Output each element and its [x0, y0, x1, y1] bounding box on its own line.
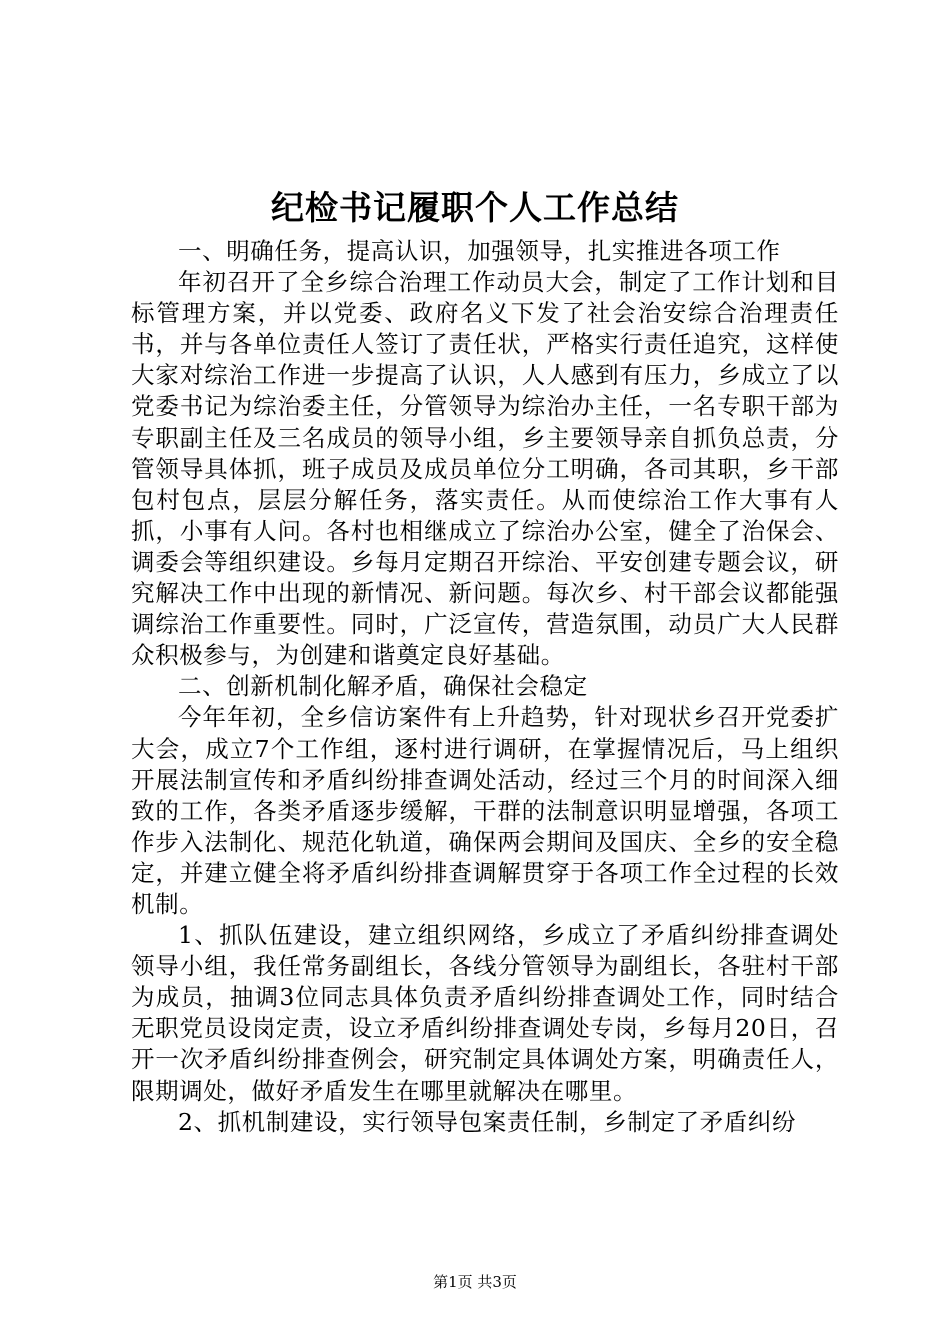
- body-paragraph-2: 今年年初，全乡信访案件有上升趋势，针对现状乡召开党委扩大会，成立7个工作组，逐村进行调研，在掌握情况后，马上组织开展法制宣传和矛盾纠纷排查调处活动，经过三个月的时间深入细致的工作，各类矛盾逐步缓解，干群的法制意识明显增强，各项工作步入法制化、规范化轨道，确保两会期间及国庆、全乡的安全稳定，并建立健全将矛盾纠纷排查调解贯穿于各项工作全过程的长效机制。: [131, 703, 839, 918]
- document-body: [131, 236, 839, 1138]
- body-paragraph-3: 1、抓队伍建设，建立组织网络，乡成立了矛盾纠纷排查调处领导小组，我任常务副组长，各线分管领导为副组长，各驻村干部为成员，抽调3位同志具体负责矛盾纠纷排查调处工作，同时结合无职党员设岗定责，设立矛盾纠纷排查调处专岗，乡每月20日，召开一次矛盾纠纷排查例会，研究制定具体调处方案，明确责任人，限期调处，做好矛盾发生在哪里就解决在哪里。: [131, 921, 839, 1105]
- body-paragraph-1: 年初召开了全乡综合治理工作动员大会，制定了工作计划和目标管理方案，并以党委、政府名义下发了社会治安综合治理责任书，并与各单位责任人签订了责任状，严格实行责任追究，这样使大家对综治工作进一步提高了认识，人人感到有压力，乡成立了以党委书记为综治委主任，分管领导为综治办主任，一名专职干部为专职副主任及三名成员的领导小组，乡主要领导亲自抓负总责，分管领导具体抓，班子成员及成员单位分工明确，各司其职，乡干部包村包点，层层分解任务，落实责任。从而使综治工作大事有人抓，小事有人问。各村也相继成立了综治办公室，健全了治保会、调委会等组织建设。乡每月定期召开综治、平安创建专题会议，研究解决工作中出现的新情况、新问题。每次乡、村干部会议都能强调综治工作重要性。同时，广泛宣传，营造氛围，动员广大人民群众积极参与，为创建和谐奠定良好基础。: [131, 268, 839, 670]
- section-heading-2: 二、创新机制化解矛盾，确保社会稳定: [178, 672, 588, 701]
- document-title: 纪检书记履职个人工作总结: [271, 188, 679, 227]
- page-number-footer: 第1页 共3页: [433, 1273, 517, 1291]
- section-heading-1: 一、明确任务，提高认识，加强领导，扎实推进各项工作: [178, 237, 781, 265]
- body-paragraph-4: 2、抓机制建设，实行领导包案责任制，乡制定了矛盾纠纷: [178, 1107, 797, 1136]
